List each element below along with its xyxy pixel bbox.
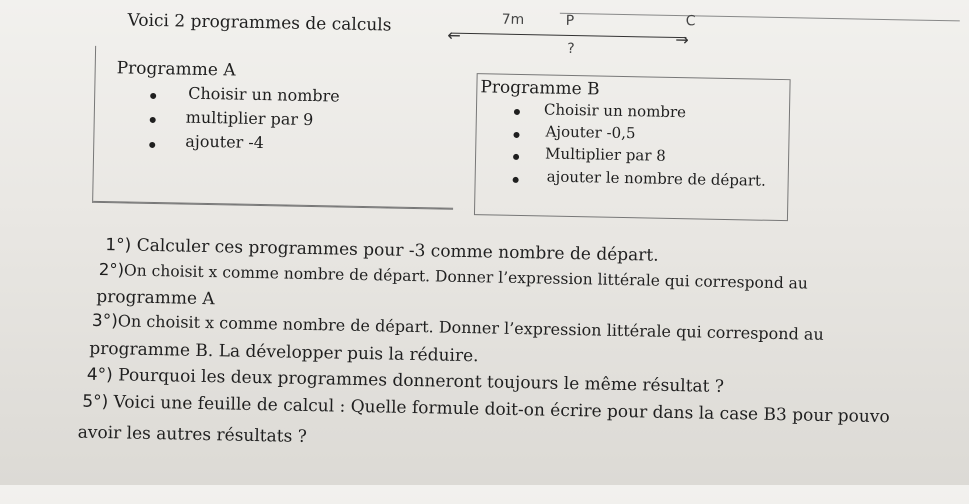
program-a-item-1: Choisir un nombre bbox=[188, 83, 340, 106]
annotation-c: C bbox=[685, 13, 696, 30]
question-5-continued: avoir les autres résultats ? bbox=[77, 422, 308, 447]
question-2-text: On choisit x comme nombre de départ. Donner l’expression littérale qui correspond au bbox=[123, 261, 809, 293]
top-divider bbox=[560, 13, 960, 22]
bullet-icon bbox=[150, 93, 156, 99]
question-2 bbox=[99, 260, 808, 293]
bullet-icon bbox=[513, 154, 519, 160]
program-b-heading: Programme B bbox=[480, 77, 600, 100]
question-1-number: 1°) bbox=[105, 235, 132, 256]
program-b-item-4: ajouter le nombre de départ. bbox=[546, 167, 766, 190]
question-5-number: 5°) bbox=[82, 391, 109, 413]
annotation-7m: 7m bbox=[501, 11, 525, 29]
program-a-heading: Programme A bbox=[116, 58, 236, 81]
arrow-left-icon: ← bbox=[447, 25, 461, 45]
question-3-number: 3°) bbox=[91, 310, 118, 332]
bullet-icon bbox=[513, 177, 519, 183]
question-2-continued: programme A bbox=[96, 286, 215, 310]
worksheet-title: Voici 2 programmes de calculs bbox=[127, 10, 392, 36]
annotation-p: P bbox=[565, 12, 575, 30]
question-3-continued: programme B. La développer puis la réduire. bbox=[89, 338, 479, 367]
program-b-item-2: Ajouter -0,5 bbox=[545, 122, 636, 143]
program-b-item-1: Choisir un nombre bbox=[543, 100, 687, 122]
annotation-question-mark: ? bbox=[567, 40, 575, 58]
bullet-icon bbox=[514, 109, 520, 115]
bullet-icon bbox=[149, 142, 155, 148]
question-2-number: 2°) bbox=[98, 259, 125, 280]
arrow-right-icon: → bbox=[675, 29, 689, 50]
bullet-icon bbox=[513, 132, 519, 138]
annotation-line bbox=[451, 33, 686, 39]
program-b-item-3: Multiplier par 8 bbox=[544, 144, 666, 165]
question-4-number: 4°) bbox=[86, 364, 113, 386]
question-4 bbox=[87, 365, 725, 397]
question-3-text: On choisit x comme nombre de départ. Donner l’expression littérale qui correspond au bbox=[117, 311, 824, 344]
question-1-text: Calculer ces programmes pour -3 comme nombre de départ. bbox=[131, 235, 659, 266]
question-3 bbox=[92, 311, 824, 345]
program-a-item-3: ajouter -4 bbox=[185, 131, 265, 153]
program-a-item-2: multiplier par 9 bbox=[185, 107, 314, 130]
question-4-text: Pourquoi les deux programmes donneront toujours le même résultat ? bbox=[112, 365, 725, 397]
question-5-text: Voici une feuille de calcul : Quelle formule doit-on écrire pour dans la case B3 pour pouvo bbox=[108, 392, 890, 428]
question-5 bbox=[82, 392, 890, 427]
